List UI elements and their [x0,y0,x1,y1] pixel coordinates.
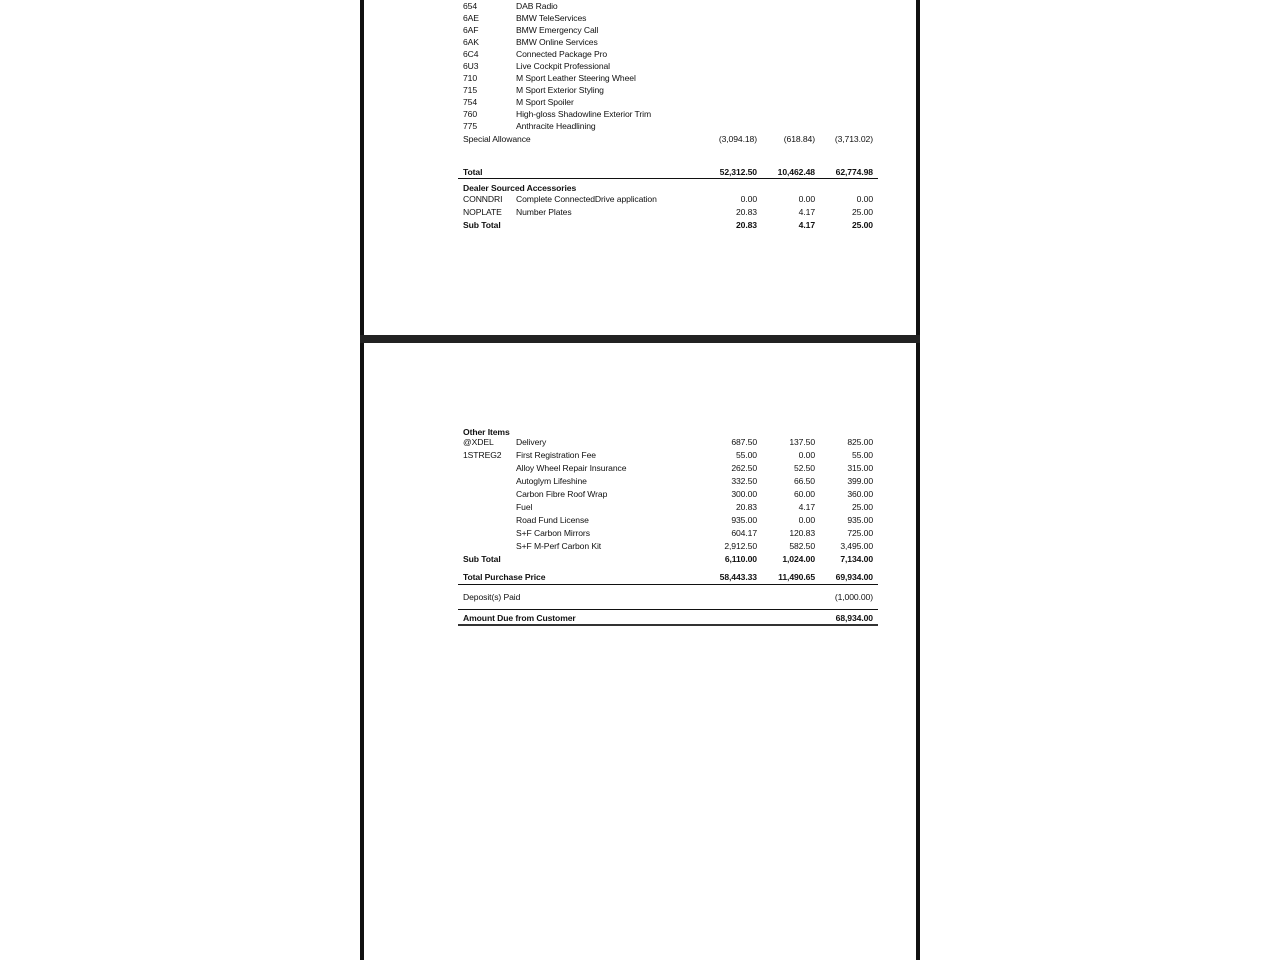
special-allowance-net: (3,094.18) [718,134,757,144]
option-code: 6AE [463,13,479,23]
other-item-net: 2,912.50 [724,541,757,551]
deposit-label: Deposit(s) Paid [463,592,521,602]
other-item-total: 3,495.00 [840,541,873,551]
option-desc: Anthracite Headlining [516,121,596,131]
option-desc: High-gloss Shadowline Exterior Trim [516,109,652,119]
other-item-total: 360.00 [847,489,873,499]
option-row [463,120,873,132]
dealer-item-vat: 0.00 [798,194,815,204]
other-item-desc: Delivery [516,437,547,447]
total-purchase-price-net: 58,443.33 [719,572,757,582]
other-item-vat: 52.50 [793,463,815,473]
other-item-total: 315.00 [847,463,873,473]
option-code: 654 [463,1,478,11]
other-item-net: 604.17 [731,528,757,538]
other-item-desc: Autoglym Lifeshine [516,476,587,486]
option-code: 6AF [463,25,479,35]
option-desc: BMW TeleServices [516,13,587,23]
dealer-item-code: CONNDRI [463,194,503,204]
option-row [463,72,873,84]
amount-due-total: 68,934.00 [835,613,873,623]
option-code: 6AK [463,37,479,47]
other-subtotal-total: 7,134.00 [840,554,873,564]
deposit-row [463,591,873,603]
other-item-desc: S+F Carbon Mirrors [516,528,590,538]
document-page-1 [364,0,916,335]
page-separator [360,335,920,343]
other-item-desc: Carbon Fibre Roof Wrap [516,489,608,499]
option-desc: BMW Online Services [516,37,598,47]
other-item-row [463,475,873,487]
other-item-net: 20.83 [735,502,757,512]
special-allowance-total: (3,713.02) [834,134,873,144]
option-row [463,84,873,96]
other-item-row [463,436,873,448]
option-desc: BMW Emergency Call [516,25,599,35]
other-item-row [463,488,873,500]
other-item-net: 332.50 [731,476,757,486]
special-allowance-vat: (618.84) [783,134,815,144]
other-item-net: 687.50 [731,437,757,447]
option-code: 6U3 [463,61,479,71]
other-subtotal-label: Sub Total [463,554,501,564]
dealer-subtotal-net: 20.83 [735,220,757,230]
total-purchase-price-label: Total Purchase Price [463,572,546,582]
other-item-net: 935.00 [731,515,757,525]
deposit-rule [458,609,878,610]
dealer-item-total: 25.00 [851,207,873,217]
dealer-item-row [463,206,873,218]
option-row [463,36,873,48]
other-item-vat: 582.50 [789,541,815,551]
special-allowance-label: Special Allowance [463,134,531,144]
total-vat: 10,462.48 [777,167,815,177]
other-item-row [463,462,873,474]
dealer-item-total: 0.00 [856,194,873,204]
other-item-total: 55.00 [851,450,873,460]
option-code: 6C4 [463,49,479,59]
other-item-total: 399.00 [847,476,873,486]
special-allowance-row [463,133,873,145]
option-desc: M Sport Spoiler [516,97,574,107]
other-item-total: 25.00 [851,502,873,512]
other-item-row [463,514,873,526]
option-row [463,96,873,108]
page-border-right [916,0,920,960]
other-item-vat: 120.83 [789,528,815,538]
purchase-price-rule [458,584,878,585]
option-row [463,0,873,12]
dealer-item-net: 20.83 [735,207,757,217]
option-desc: Connected Package Pro [516,49,608,59]
option-code: 710 [463,73,478,83]
dealer-subtotal-total: 25.00 [851,220,873,230]
total-row [463,166,873,178]
amount-due-rule [458,624,878,626]
other-item-vat: 66.50 [793,476,815,486]
option-desc: DAB Radio [516,1,558,11]
document-page-2 [364,343,916,960]
other-subtotal-net: 6,110.00 [724,554,757,564]
option-code: 715 [463,85,478,95]
other-item-vat: 0.00 [798,450,815,460]
other-item-net: 55.00 [735,450,757,460]
option-row [463,12,873,24]
total-purchase-price-row [463,571,873,583]
dealer-item-row [463,193,873,205]
other-item-desc: Road Fund License [516,515,589,525]
dealer-item-desc: Complete ConnectedDrive application [516,194,657,204]
other-subtotal-row [463,553,873,565]
other-subtotal-vat: 1,024.00 [782,554,815,564]
dealer-item-net: 0.00 [740,194,757,204]
other-item-code: 1STREG2 [463,450,502,460]
other-item-total: 725.00 [847,528,873,538]
other-item-row [463,540,873,552]
deposit-total: (1,000.00) [834,592,873,602]
other-item-row [463,449,873,461]
option-desc: M Sport Leather Steering Wheel [516,73,636,83]
other-item-vat: 0.00 [798,515,815,525]
option-desc: Live Cockpit Professional [516,61,610,71]
option-code: 754 [463,97,478,107]
option-row [463,60,873,72]
total-rule [458,178,878,179]
amount-due-label: Amount Due from Customer [463,613,576,623]
other-items-heading-text: Other Items [463,427,510,437]
option-row [463,108,873,120]
dealer-subtotal-vat: 4.17 [798,220,815,230]
other-item-desc: Alloy Wheel Repair Insurance [516,463,627,473]
total-purchase-price-vat: 11,490.65 [778,572,815,582]
dealer-item-vat: 4.17 [798,207,815,217]
dealer-item-code: NOPLATE [463,207,502,217]
other-item-vat: 137.50 [789,437,815,447]
other-item-code: @XDEL [463,437,494,447]
other-item-row [463,527,873,539]
dealer-subtotal-label: Sub Total [463,220,501,230]
other-item-net: 300.00 [731,489,757,499]
other-item-total: 935.00 [847,515,873,525]
other-item-row [463,501,873,513]
other-item-net: 262.50 [731,463,757,473]
other-item-vat: 4.17 [798,502,815,512]
dealer-item-desc: Number Plates [516,207,572,217]
option-desc: M Sport Exterior Styling [516,85,604,95]
total-purchase-price-total: 69,934.00 [835,572,873,582]
total-total: 62,774.98 [835,167,873,177]
total-net: 52,312.50 [719,167,757,177]
other-item-total: 825.00 [847,437,873,447]
dealer-subtotal-row [463,219,873,231]
total-label: Total [463,167,483,177]
amount-due-row [463,612,873,624]
dealer-heading-text: Dealer Sourced Accessories [463,183,577,193]
other-item-vat: 60.00 [793,489,815,499]
option-code: 760 [463,109,478,119]
option-row [463,24,873,36]
option-code: 775 [463,121,478,131]
option-row [463,48,873,60]
other-item-desc: S+F M-Perf Carbon Kit [516,541,602,551]
other-item-desc: Fuel [516,502,533,512]
other-item-desc: First Registration Fee [516,450,596,460]
